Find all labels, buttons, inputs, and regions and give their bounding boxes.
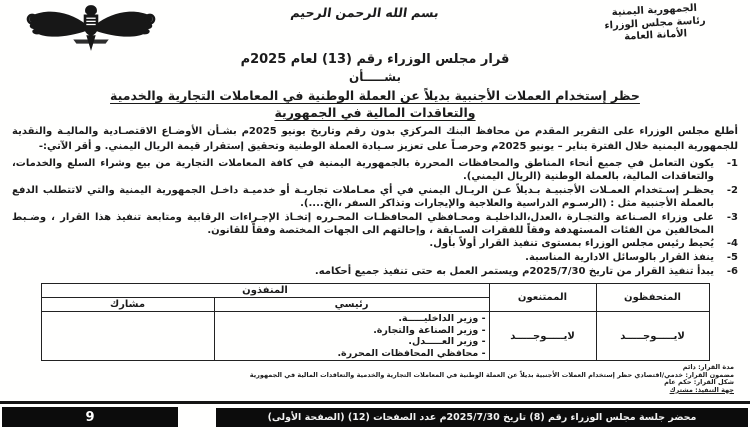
letterhead-line-secretariat: الأمانة العامة <box>623 28 688 43</box>
footnote-form: شكل القرار: حكم عام <box>664 378 734 387</box>
basmala-calligraphy: بسم الله الرحمن الرحيم <box>289 5 440 20</box>
decree-article-3 <box>12 212 738 238</box>
executor-item: - وزير الداخليـــــة. <box>398 313 486 325</box>
voting-table <box>41 283 710 361</box>
cell-abstained: لايـــــوجـــــد <box>489 312 596 361</box>
title-block <box>10 52 740 120</box>
decree-title: قرار مجلس الوزراء رقم (13) لعام 2025م <box>240 52 510 67</box>
letterhead-line-country: الجمهورية اليمنية <box>611 2 698 19</box>
executor-item: - محافظي المحافظات المحررة. <box>337 347 486 359</box>
col-header-abstained: الممتنعون <box>489 284 596 312</box>
article-text: على وزراء الصـناعة والتجـارة ،العدل،الداخليـة ومحـافظي المحافظـات المحـرره إتخـاذ الإجـراءات الرقابية ومتابعة تنفيذ هذا القرار ، وضـبط المخالفين من الفئات المستهدفة وفقاً للفقرات السـابقة ، وإحالتهم الى الجهات المختصة وفقاً للقانون. <box>12 211 714 236</box>
decree-article-5 <box>12 252 738 265</box>
article-text: يحظـر إسـتخدام العمـلات الأجنبيـة بـديلاً عـن الريـال اليمني في أي معـاملات تجاريـة أو خدميـة داخـل الجمهورية اليمنية والتي لاتتطلب الدفع بالعملة الأجنبية مثل : (الرسـوم الدراسية والعلاجية والإيجارات وتذاكر السفر ،الخ....). <box>12 184 714 209</box>
article-number: 3- <box>726 211 738 223</box>
article-text: يبدأ تنفيذ القرار من تاريخ 2025/7/30م ويستمر العمل به حتى تنفيذ جميع أحكامه. <box>314 266 714 278</box>
regarding-label: بشـــــأن <box>349 70 401 84</box>
decree-article-4 <box>12 238 738 251</box>
classification-footnotes <box>10 364 734 394</box>
article-number: 1- <box>726 158 738 169</box>
subject-line-2: والتعاقدات المالية في الجمهورية <box>274 105 476 120</box>
footnote-content: مضمون القرار: خدمي/اقتصادي حظر إستخدام العملات الأجنبية بديلاً عن العملة الوطنية في المعاملات التجارية والخدمية والتعاقدات المالية في الجمهورية <box>249 370 734 379</box>
document-footer <box>0 401 750 429</box>
letterhead <box>569 0 741 47</box>
col-header-executors: المنفذون <box>41 284 489 298</box>
preamble-paragraph: أطلع مجلس الوزراء على التقرير المقدم من محافظ البنك المركزي بدون رقم وتاريخ يونيو 2025م بشـأن الأوضـاع الاقتصـادية والماليـة والنقدية للجمهورية اليمنية خلال الفترة يناير – يونيو 2025م وحرصـاً على تعزيز سـيادة العملة الوطنية وتحقيق إستقرار قيمة الريال اليمني. و أقر الآتي:- <box>12 126 738 152</box>
document-header <box>10 3 740 51</box>
article-text: يُحيط رئيس مجلس الوزراء بمستوى تنفيذ القرار أولاً بأول. <box>429 238 714 250</box>
footnote-duration: مدة القرار: دائم <box>682 363 734 372</box>
col-header-primary: رئيسي <box>214 298 489 312</box>
cell-reserved: لايـــــوجـــــد <box>596 312 709 361</box>
national-eagle-emblem-icon <box>10 3 160 53</box>
executor-item: - وزير العـــــدل. <box>408 336 486 348</box>
executor-item: - وزير الصناعة والتجارة. <box>373 324 486 336</box>
footnote-execution: جهة التنفيذ: مشترك <box>669 385 734 394</box>
session-info-bar: محضر جلسة مجلس الوزراء رقم (8) تاريخ 2025/7/30م عدد الصفحات (12) (الصفحة الأولى) <box>216 408 748 427</box>
letterhead-line-cabinet: رئاسة مجلس الوزراء <box>604 14 706 32</box>
article-number: 6- <box>726 266 738 278</box>
article-number: 4- <box>726 238 738 250</box>
article-text: يكون التعامل في جميع أنحاء المناطق والمحافظات المحررة بالجمهورية اليمنية في كافة المعاملات التجارية من بيع وشراء السلع والخدمات، والتعاقدات المالية، بالعملة الوطنية (الريال اليمني). <box>12 158 714 182</box>
cell-participant-executors <box>41 312 214 361</box>
article-text: ينفذ القرار بالوسائل الادارية المناسبة. <box>525 252 714 264</box>
col-header-reserved: المتحفظون <box>596 284 709 312</box>
decree-article-2 <box>12 185 738 211</box>
article-number: 5- <box>726 252 738 264</box>
subject-line-1: حظر إستخدام العملات الأجنبية بديلاً عن العملة الوطنية في المعاملات التجارية والخدمية <box>110 88 640 103</box>
article-number: 2- <box>726 184 738 196</box>
page-number-badge: 9 <box>2 407 178 427</box>
decree-article-6 <box>12 266 738 279</box>
decree-article-1 <box>12 158 738 184</box>
cell-primary-executors <box>214 312 489 361</box>
col-header-participant: مشارك <box>41 298 214 312</box>
decree-articles <box>12 158 738 279</box>
